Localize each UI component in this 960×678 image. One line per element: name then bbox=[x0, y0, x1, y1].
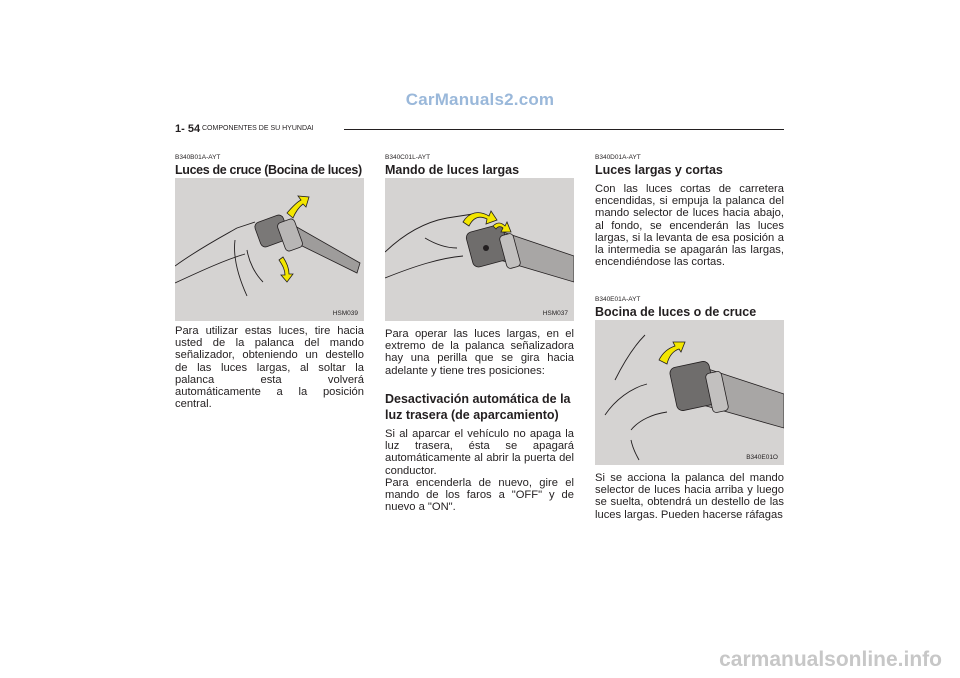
figure-code: HSM039 bbox=[332, 310, 358, 317]
paragraph: Para operar las luces largas, en el extremo de la palanca señalizadora hay una perilla que se gira hacia adelante y tiene tres posiciones: bbox=[385, 328, 574, 377]
section-code: B340E01A-AYT bbox=[595, 296, 641, 303]
header-rule bbox=[344, 129, 784, 130]
paragraph: Con las luces cortas de carretera encendidas, si empuja la palanca del mando selector de luces hacia abajo, al fondo, se encenderán las luces largas, si la levanta de esa posición a la intermedia se apagarán las largas, encendiéndose las cortas. bbox=[595, 183, 784, 269]
arrow-down-icon bbox=[279, 257, 293, 282]
section-heading: Bocina de luces o de cruce bbox=[595, 305, 757, 319]
column-mando-luces-largas bbox=[385, 154, 574, 178]
body-text bbox=[175, 325, 364, 410]
column-luces-de-cruce bbox=[175, 154, 364, 178]
paragraph: Si al aparcar el vehículo no apaga la luz trasera, ésta se apagará automáticamente al abrir la puerta del conductor. bbox=[385, 428, 574, 477]
section-code: B340D01A-AYT bbox=[595, 154, 641, 161]
figure-lever-pull bbox=[175, 178, 364, 321]
body-text-2 bbox=[385, 428, 574, 513]
figure-code: HSM037 bbox=[542, 310, 568, 317]
section-title: COMPONENTES DE SU HYUNDAI bbox=[202, 125, 314, 132]
body-text-2 bbox=[595, 472, 784, 521]
section-heading: Luces largas y cortas bbox=[595, 163, 723, 177]
section-code: B340B01A-AYT bbox=[175, 154, 221, 161]
lever-illustration bbox=[175, 178, 364, 321]
page-number: 1- 54 bbox=[175, 123, 201, 135]
arrow-up-icon bbox=[287, 196, 309, 218]
paragraph: Para encenderla de nuevo, gire el mando de los faros a "OFF" y de nuevo a "ON". bbox=[385, 476, 574, 514]
knob-illustration bbox=[385, 178, 574, 321]
watermark-bottom[interactable]: carmanualsonline.info bbox=[719, 648, 942, 671]
section-heading: Luces de cruce (Bocina de luces) bbox=[175, 163, 362, 177]
body-text bbox=[595, 183, 784, 268]
section-code: B340C01L-AYT bbox=[385, 154, 431, 161]
flash-lever-illustration bbox=[595, 320, 784, 465]
column-luces-largas-cortas bbox=[595, 154, 784, 178]
column-bocina-luces bbox=[595, 296, 784, 320]
rotate-arrow-icon bbox=[463, 211, 497, 226]
watermark-top[interactable]: CarManuals2.com bbox=[405, 90, 555, 109]
body-text bbox=[385, 328, 574, 377]
paragraph: Si se acciona la palanca del mando selector de luces hacia arriba y luego se suelta, obtendrá un destello de las luces largas. Pueden hacerse ráfagas bbox=[595, 472, 784, 521]
figure-headlamp-knob bbox=[385, 178, 574, 321]
section-heading: Mando de luces largas bbox=[385, 163, 520, 177]
figure-flash-lever bbox=[595, 320, 784, 465]
section-heading-2: Desactivación automática de la luz trasera (de aparcamiento) bbox=[385, 392, 571, 422]
figure-code: B340E01O bbox=[746, 454, 778, 461]
arrow-up-icon bbox=[659, 342, 685, 364]
paragraph: Para utilizar estas luces, tire hacia usted de la palanca del mando señalizador, obteniendo un destello de las luces largas, al soltar la palanca esta volverá automáticamente a la posición central. bbox=[175, 325, 364, 411]
